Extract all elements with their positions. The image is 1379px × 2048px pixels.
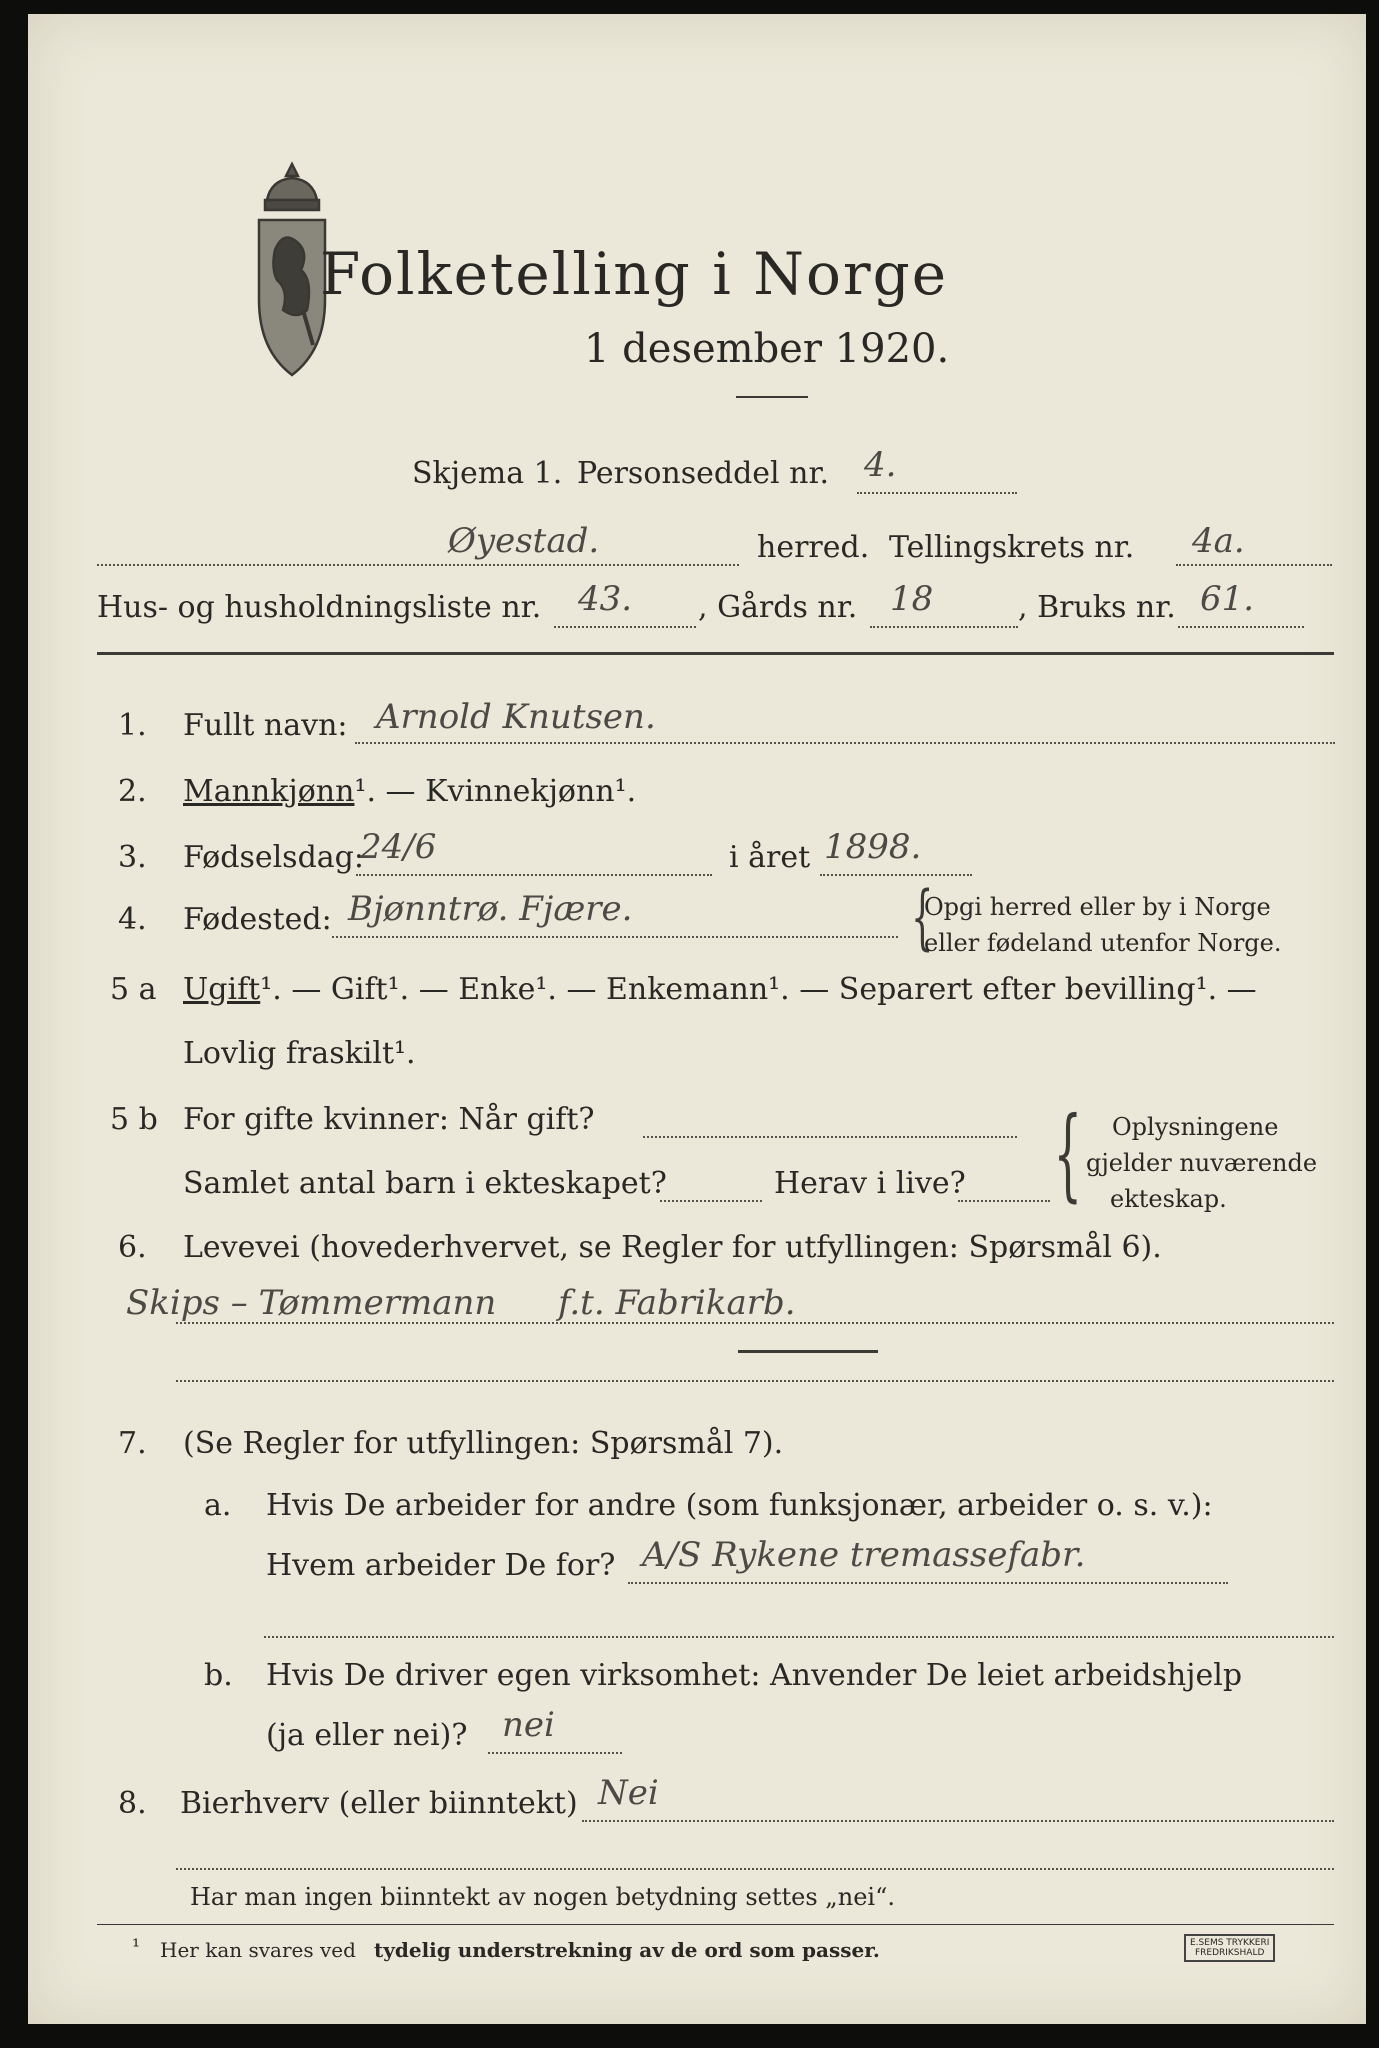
- q5b-note-1: Oplysningene: [1112, 1113, 1279, 1141]
- q5b-dotline-3: [958, 1200, 1050, 1202]
- bruks-dotline: [1178, 626, 1304, 628]
- q8-dotline-2: [176, 1868, 1334, 1870]
- footer-rule: [97, 1924, 1334, 1925]
- q2-line: Mannkjønn¹. — Kvinnekjønn¹.: [183, 774, 637, 809]
- personseddel-label: Personseddel nr.: [577, 456, 830, 491]
- personseddel-dotline: [857, 492, 1017, 494]
- q7a-number: a.: [204, 1488, 232, 1523]
- husholdningsliste-dotline: [554, 626, 696, 628]
- title-divider: [736, 396, 808, 398]
- tellingskrets-dotline: [1176, 564, 1332, 566]
- q1-label: Fullt navn:: [183, 708, 348, 743]
- q4-dotline: [332, 936, 898, 938]
- q7b-number: b.: [204, 1658, 233, 1693]
- q5b-brace: {: [1053, 1095, 1083, 1212]
- q3-dotline: [356, 874, 712, 876]
- q7b-line-2: (ja eller nei)?: [266, 1718, 468, 1753]
- herred-label: herred.: [757, 530, 870, 565]
- q6-number: 6.: [118, 1230, 147, 1265]
- q7-number: 7.: [118, 1426, 147, 1461]
- q6-value-2: f.t. Fabrikarb.: [558, 1283, 796, 1323]
- q5b-label-2: Samlet antal barn i ekteskapet?: [183, 1166, 667, 1201]
- q4-note-1: Opgi herred eller by i Norge: [924, 893, 1271, 921]
- q4-number: 4.: [118, 902, 147, 937]
- q7a-value: A/S Rykene tremassefabr.: [642, 1535, 1086, 1575]
- q4-brace: {: [911, 876, 934, 958]
- tellingskrets-label: Tellingskrets nr.: [889, 530, 1135, 565]
- printer-stamp: E.SEMS TRYKKERI FREDRIKSHALD: [1184, 1934, 1275, 1962]
- husholdningsliste-value: 43.: [578, 579, 633, 619]
- q7a-dotline-2: [264, 1636, 1334, 1638]
- census-date: 1 desember 1920.: [584, 326, 950, 372]
- personseddel-value: 4.: [864, 445, 897, 485]
- q6-dotline-1: [176, 1322, 1334, 1324]
- footnote-text-a: Her kan svares ved: [160, 1938, 356, 1962]
- q8-label: Bierhverv (eller biinntekt): [180, 1786, 578, 1821]
- ugift-option: Ugift: [183, 972, 261, 1007]
- q5b-dotline-1: [643, 1136, 1017, 1138]
- skjema-label: Skjema 1.: [412, 456, 563, 491]
- q5b-label-3: Herav i live?: [774, 1166, 966, 1201]
- q4-label: Fødested:: [183, 902, 332, 937]
- tellingskrets-value: 4a.: [1192, 521, 1245, 561]
- kvinnekjonn-option: Kvinnekjønn: [425, 774, 615, 809]
- q6-dotline-2: [176, 1380, 1334, 1382]
- q5b-label-1: For gifte kvinner: Når gift?: [183, 1102, 595, 1137]
- q5a-number: 5 a: [110, 972, 157, 1007]
- q7b-dotline: [488, 1752, 622, 1754]
- q8-value: Nei: [598, 1773, 659, 1813]
- herred-value: Øyestad.: [448, 521, 600, 561]
- census-form-page: [28, 14, 1366, 2024]
- q7a-line-1: Hvis De arbeider for andre (som funksjonær, arbeider o. s. v.):: [266, 1488, 1213, 1523]
- q6-underline-mark: [738, 1350, 878, 1353]
- q3-year-label: i året: [729, 840, 811, 875]
- q3-number: 3.: [118, 840, 147, 875]
- footnote-mark: ¹: [132, 1934, 141, 1958]
- bruks-value: 61.: [1200, 579, 1255, 619]
- q5b-note-3: ekteskap.: [1110, 1185, 1227, 1213]
- q6-label: Levevei (hovederhvervet, se Regler for utfyllingen: Spørsmål 6).: [183, 1230, 1162, 1265]
- q5a-line-1: Ugift¹. — Gift¹. — Enke¹. — Enkemann¹. — Separert efter bevilling¹. —: [183, 972, 1257, 1007]
- q7b-value: nei: [502, 1705, 555, 1745]
- herred-dotline: [97, 564, 739, 566]
- gards-label: , Gårds nr.: [698, 590, 858, 625]
- q5b-note-2: gjelder nuværende: [1086, 1149, 1318, 1177]
- q7a-dotline: [628, 1582, 1228, 1584]
- q7b-line-1: Hvis De driver egen virksomhet: Anvender De leiet arbeidshjelp: [266, 1658, 1243, 1693]
- q3-year-dotline: [820, 874, 972, 876]
- q6-value: Skips – Tømmermann: [126, 1283, 497, 1323]
- header-rule: [97, 652, 1334, 655]
- q3-year-value: 1898.: [824, 827, 922, 867]
- gards-dotline: [870, 626, 1018, 628]
- q8-number: 8.: [118, 1786, 147, 1821]
- q3-label: Fødselsdag:: [183, 840, 364, 875]
- footer-note: Har man ingen biinntekt av nogen betydning settes „nei“.: [190, 1883, 895, 1911]
- q5b-dotline-2: [660, 1200, 762, 1202]
- q1-value: Arnold Knutsen.: [376, 697, 656, 737]
- q5a-line-2: Lovlig fraskilt¹.: [183, 1036, 416, 1071]
- q3-value: 24/6: [360, 827, 437, 867]
- q1-number: 1.: [118, 708, 147, 743]
- q8-dotline: [582, 1820, 1334, 1822]
- mannkjonn-option: Mannkjønn: [183, 774, 355, 809]
- q4-note-2: eller fødeland utenfor Norge.: [924, 929, 1282, 957]
- gards-value: 18: [890, 579, 934, 619]
- footnote-text-b: tydelig understrekning av de ord som passer.: [374, 1938, 880, 1962]
- q2-number: 2.: [118, 774, 147, 809]
- q7-label: (Se Regler for utfyllingen: Spørsmål 7).: [183, 1426, 784, 1461]
- q5b-number: 5 b: [110, 1102, 158, 1137]
- q1-dotline: [355, 742, 1335, 744]
- form-title: Folketelling i Norge: [320, 240, 949, 308]
- bruks-label: , Bruks nr.: [1018, 590, 1176, 625]
- husholdningsliste-label: Hus- og husholdningsliste nr.: [97, 590, 542, 625]
- q4-value: Bjønntrø. Fjære.: [348, 889, 633, 929]
- q7a-line-2: Hvem arbeider De for?: [266, 1548, 616, 1583]
